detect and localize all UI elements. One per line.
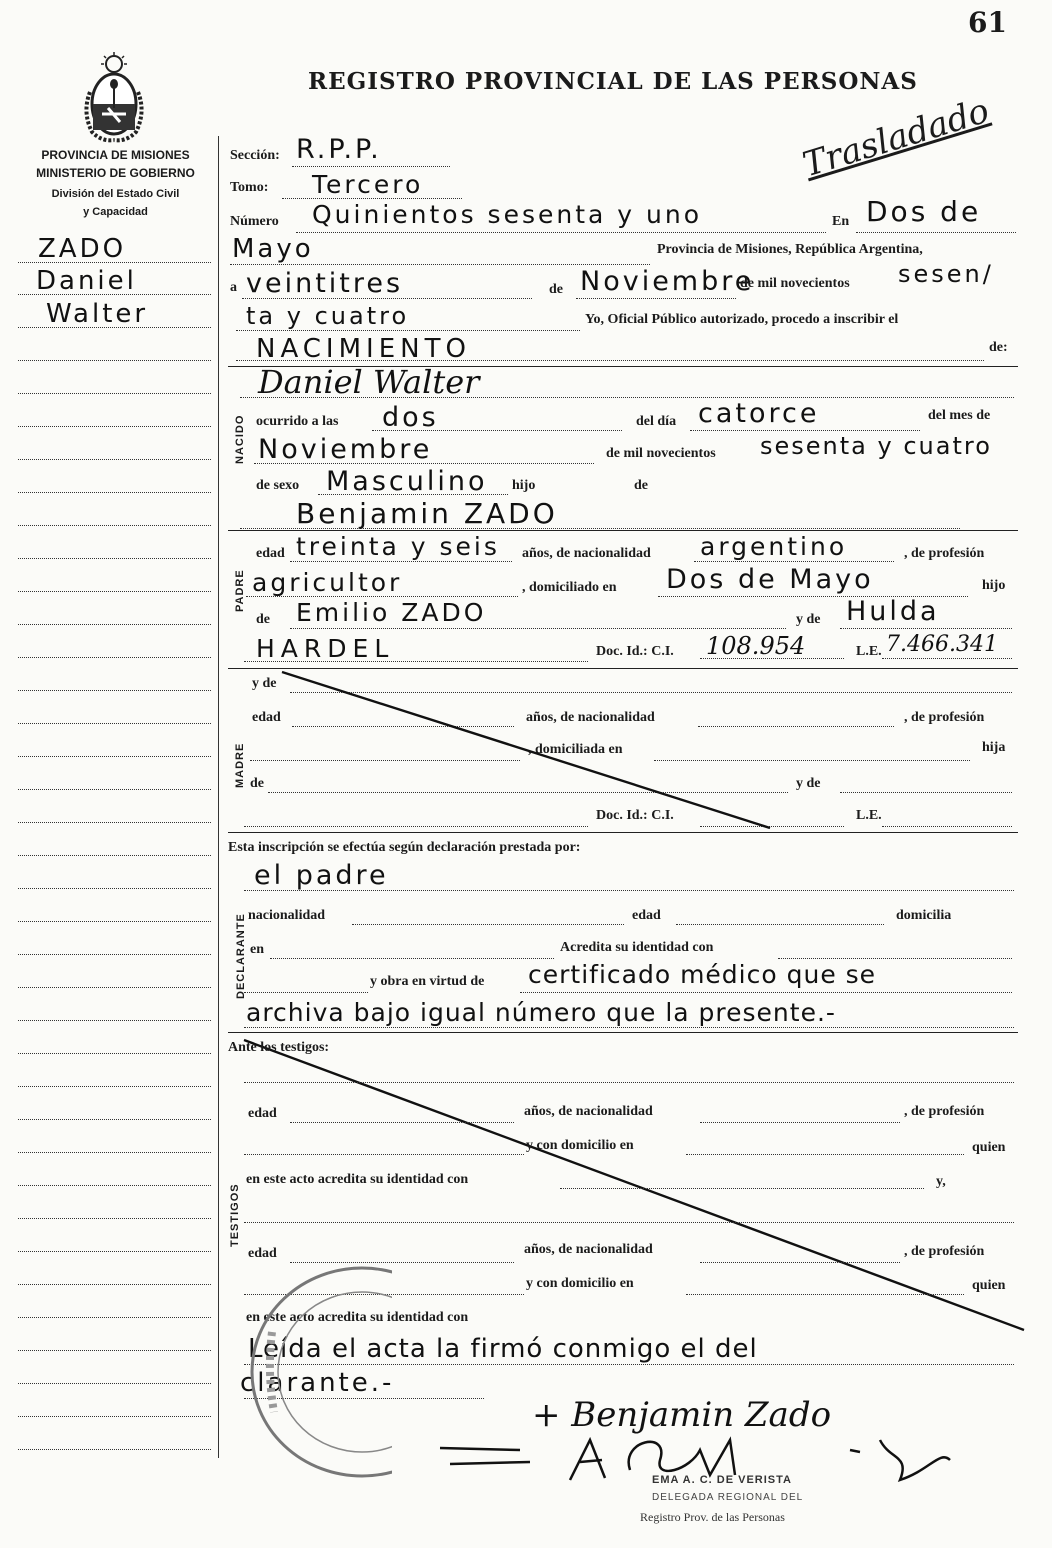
acta-type: NACIMIENTO [256, 334, 471, 364]
header-capacidad: y Capacidad [83, 206, 148, 218]
padre-anos-label: años, de nacionalidad [522, 546, 651, 561]
month-value: Noviembre [580, 266, 755, 297]
testigo2-anos-label: años, de nacionalidad [524, 1242, 653, 1257]
margin-given-name-2: Walter [46, 299, 149, 329]
header-ministry: MINISTERIO DE GOBIERNO [36, 166, 195, 180]
madre-de-label: de [250, 776, 264, 791]
testigo2-acredita-label: en este acto acredita su identidad con [246, 1310, 469, 1325]
madre-anos-label: años, de nacionalidad [526, 710, 655, 725]
year-value: sesen/ [898, 260, 994, 288]
padre-madre-apellido: HARDEL [256, 634, 395, 663]
numero-value: Quinientos sesenta y uno [312, 200, 703, 229]
nacido-name: Daniel Walter [258, 363, 480, 401]
closing-text: Leída el acta la firmó conmigo el del [248, 1334, 758, 1364]
testigo1-edad-label: edad [248, 1106, 277, 1121]
en-value: Dos de [866, 195, 982, 228]
tomo-label: Tomo: [230, 180, 269, 195]
madre-profesion-label: , de profesión [904, 710, 985, 725]
testigo1-quien-label: quien [972, 1140, 1006, 1155]
declarante-virtud-cont: archiva bajo igual número que la presente.- [246, 998, 836, 1027]
en-label: En [832, 214, 850, 229]
madre-doc-label: Doc. Id.: C.I. [596, 808, 674, 823]
padre-edad-value: treinta y seis [296, 532, 500, 561]
trasladado-annotation: Trasladado [798, 90, 994, 186]
year-born-label: de mil novecientos [606, 446, 716, 461]
closing-cont: clarante.- [240, 1368, 395, 1398]
padre-y-de-label: y de [796, 612, 821, 627]
a-label: a [230, 280, 237, 295]
seccion-label: Sección: [230, 148, 280, 163]
official-footer-2: DELEGADA REGIONAL DEL [652, 1492, 804, 1503]
year-born-value: sesenta y cuatro [760, 432, 992, 460]
declarante-nacionalidad-label: nacionalidad [248, 908, 326, 923]
padre-profesion-label: , de profesión [904, 546, 985, 561]
declarante-virtud-label: y obra en virtud de [370, 974, 485, 989]
ocurrido-label: ocurrido a las [256, 414, 339, 429]
padre-domicilio-value: Dos de Mayo [666, 564, 874, 595]
sexo-value: Masculino [326, 466, 488, 497]
declarante-acredita-label: Acredita su identidad con [560, 940, 714, 955]
madre-y-de2-label: y de [796, 776, 821, 791]
de-end-label: de: [989, 340, 1008, 355]
testigo1-anos-label: años, de nacionalidad [524, 1104, 653, 1119]
testigo2-edad-label: edad [248, 1246, 277, 1261]
nacido-section-label: NACIDO [234, 414, 246, 464]
del-mes-label: del mes de [928, 408, 991, 423]
day-born-value: catorce [698, 398, 820, 429]
declarante-section-label: DECLARANTE [235, 913, 247, 999]
de-label: de [549, 282, 563, 297]
testigos-section-label: TESTIGOS [229, 1183, 241, 1247]
testigo2-quien-label: quien [972, 1278, 1006, 1293]
page-number: 61 [968, 6, 1007, 39]
header-province: PROVINCIA DE MISIONES [41, 148, 190, 162]
hijo-label: hijo [512, 478, 536, 493]
testigo1-profesion-label: , de profesión [904, 1104, 985, 1119]
declarante-domicilio-label: domicilia [896, 908, 952, 923]
margin-surname: ZADO [38, 234, 127, 264]
document-title: REGISTRO PROVINCIAL DE LAS PERSONAS [308, 68, 918, 95]
declarante-en-label: en [250, 942, 264, 957]
padre-name: Benjamin ZADO [296, 497, 558, 530]
padre-madre-value: Hulda [846, 596, 940, 627]
padre-le-label: L.E. [856, 644, 882, 659]
madre-y-de-label: y de [252, 676, 277, 691]
testigo2-domicilio-label: y con domicilio en [526, 1276, 634, 1291]
official-footer-3: Registro Prov. de las Personas [640, 1510, 785, 1524]
declarante-edad-label: edad [632, 908, 661, 923]
official-seal-icon [240, 1262, 395, 1482]
declarante-value: el padre [254, 860, 389, 891]
madre-le-label: L.E. [856, 808, 882, 823]
official-signature-icon [430, 1420, 970, 1500]
place-cont: Mayo [232, 234, 314, 264]
padre-nacionalidad-value: argentino [700, 532, 848, 561]
year-label: de mil novecientos [740, 276, 850, 291]
margin-given-name-1: Daniel [36, 266, 137, 296]
hijo-de-label: de [634, 478, 648, 493]
month-born-value: Noviembre [258, 434, 433, 465]
padre-le-value: 7.466.341 [886, 632, 998, 657]
del-dia-label: del día [636, 414, 677, 429]
numero-label: Número [230, 214, 279, 229]
padre-de-label: de [256, 612, 270, 627]
header-division: División del Estado Civil [51, 188, 180, 200]
madre-hija-label: hija [982, 740, 1006, 755]
padre-ci-value: 108.954 [706, 632, 806, 660]
madre-section-label: MADRE [234, 742, 246, 788]
padre-section-label: PADRE [234, 569, 246, 612]
day-value: veintitres [246, 268, 404, 299]
madre-domiciliada-label: , domiciliada en [528, 742, 623, 757]
padre-doc-label: Doc. Id.: C.I. [596, 644, 674, 659]
testigos-ante-label: Ante los testigos: [228, 1040, 330, 1055]
tomo-value: Tercero [312, 170, 424, 199]
declarante-virtud-value: certificado médico que se [528, 960, 877, 989]
padre-domiciliado-label: , domiciliado en [522, 580, 617, 595]
testigo1-domicilio-label: y con domicilio en [526, 1138, 634, 1153]
testigo1-y-label: y, [936, 1174, 946, 1189]
madre-edad-label: edad [252, 710, 281, 725]
testigo1-acredita-label: en este acto acredita su identidad con [246, 1172, 469, 1187]
official-footer-1: EMA A. C. DE VERISTA [652, 1474, 792, 1486]
oficial-label: Yo, Oficial Público autorizado, procedo a inscribir el [585, 312, 899, 327]
hour-value: dos [382, 402, 439, 433]
year-cont: ta y cuatro [246, 302, 410, 330]
declarante-intro: Esta inscripción se efectúa según declaración prestada por: [228, 840, 581, 855]
seccion-value: R.P.P. [296, 134, 382, 165]
sexo-label: de sexo [256, 478, 300, 493]
padre-hijo-label: hijo [982, 578, 1006, 593]
padre-padre-value: Emilio ZADO [296, 598, 487, 627]
padre-edad-label: edad [256, 546, 285, 561]
provincia-label: Provincia de Misiones, República Argentina, [657, 242, 923, 257]
padre-profesion-value: agricultor [252, 568, 403, 597]
testigo2-profesion-label: , de profesión [904, 1244, 985, 1259]
declarant-signature: + Benjamin Zado [532, 1395, 832, 1435]
